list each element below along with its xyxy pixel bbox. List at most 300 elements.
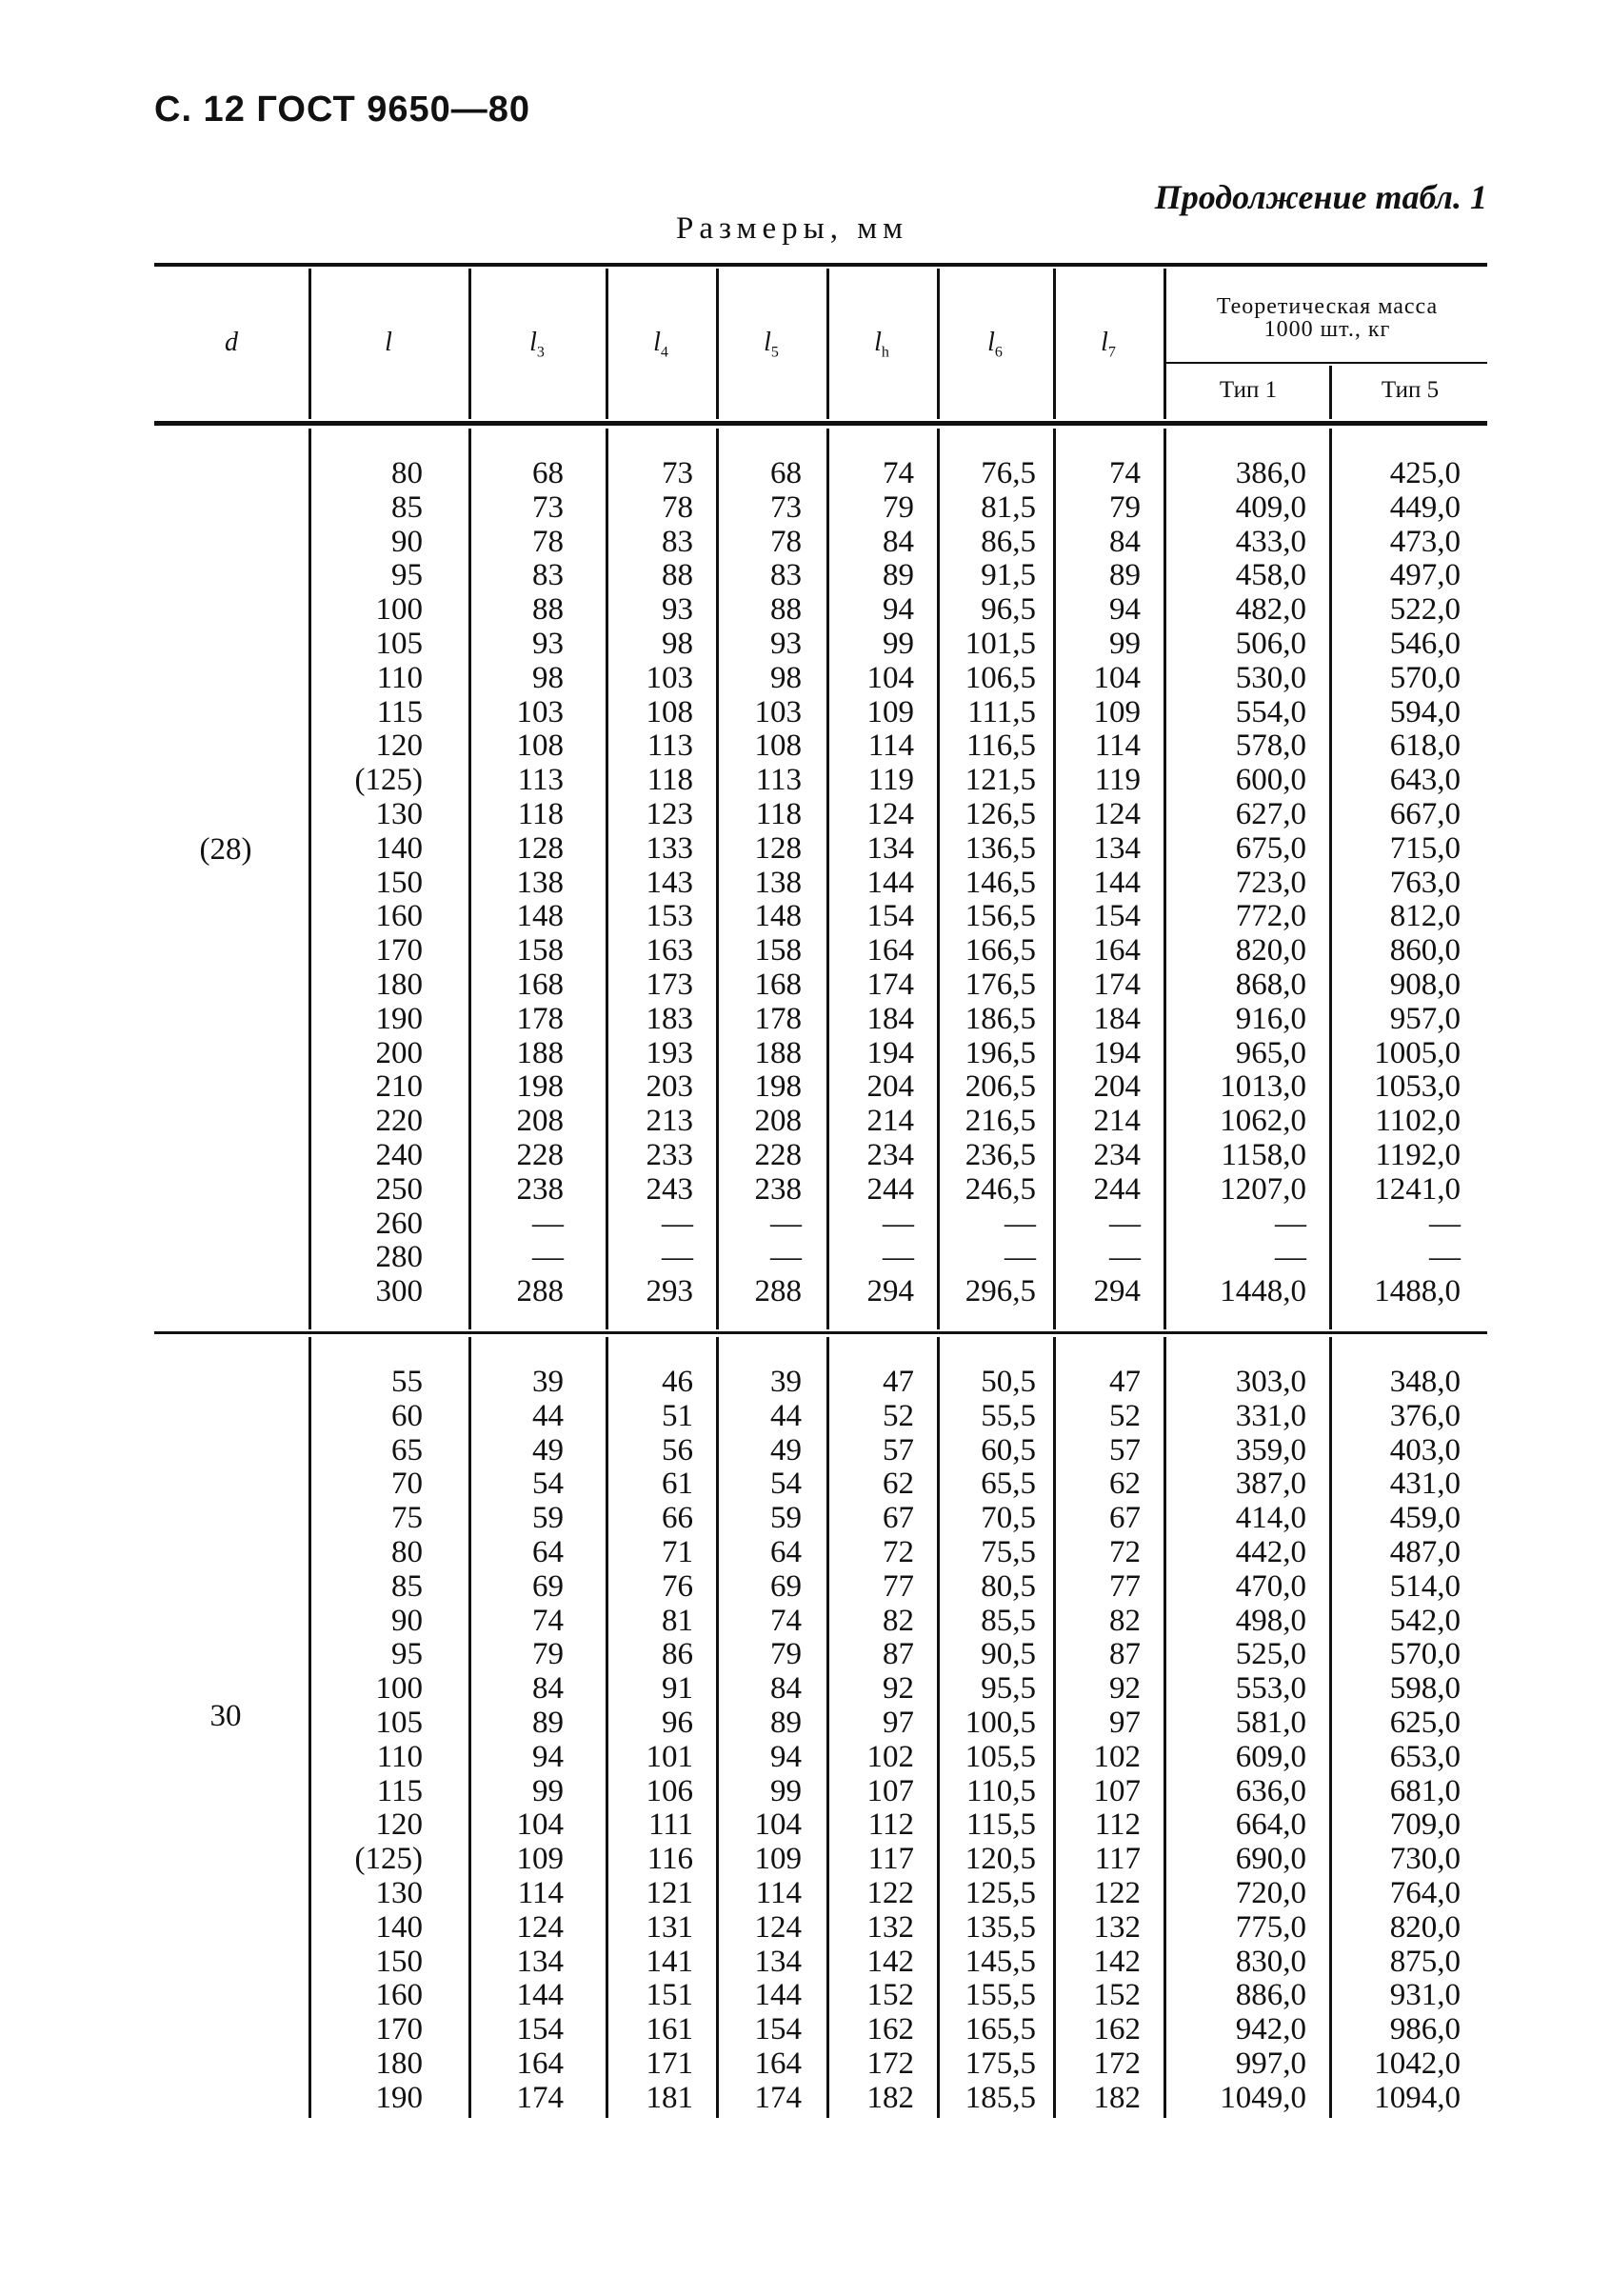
- table-cell: 79: [883, 489, 914, 525]
- table-cell: 294: [866, 1274, 914, 1309]
- table-cell: 168: [516, 967, 564, 1002]
- table-cell: 709,0: [1389, 1807, 1461, 1843]
- table-cell: 1049,0: [1220, 2080, 1306, 2115]
- table-cell: 81: [662, 1603, 693, 1638]
- header-l4-sub: 4: [660, 344, 668, 361]
- header-l7: $l_7$: [1101, 328, 1116, 361]
- page-label: С. 12: [154, 90, 246, 130]
- table-cell: 228: [754, 1137, 802, 1172]
- table-cell: 772,0: [1235, 899, 1306, 934]
- standard-number: ГОСТ 9650—80: [256, 90, 531, 130]
- table-cell: 174: [1093, 967, 1141, 1002]
- col-l7: [1053, 457, 1141, 1309]
- table-cell: 89: [770, 1705, 802, 1740]
- table-cell: 240: [375, 1137, 423, 1172]
- table-cell: —: [1429, 1240, 1461, 1275]
- table-cell: 85,5: [981, 1603, 1036, 1638]
- table-cell: 97: [883, 1705, 914, 1740]
- table-cell: 84: [532, 1671, 564, 1707]
- table-cell: 118: [646, 763, 693, 798]
- table-cell: 162: [866, 2012, 914, 2047]
- table-cell: 600,0: [1235, 763, 1306, 798]
- table-cell: 105: [375, 1705, 423, 1740]
- table-cell: 300: [375, 1274, 423, 1309]
- table-cell: 93: [662, 592, 693, 628]
- table-cell: 100,5: [965, 1705, 1036, 1740]
- table-cell: 62: [1109, 1467, 1141, 1502]
- table-cell: 1158,0: [1221, 1137, 1306, 1172]
- table-cell: 184: [1093, 1001, 1141, 1036]
- table-cell: 170: [375, 933, 423, 968]
- table-cell: —: [1004, 1240, 1036, 1275]
- table-cell: 90: [391, 524, 423, 559]
- col-l4: [606, 457, 693, 1309]
- table-cell: 88: [770, 592, 802, 628]
- table-cell: 99: [532, 1773, 564, 1808]
- table-cell: 130: [375, 796, 423, 831]
- table-cell: 188: [516, 1035, 564, 1070]
- table-cell: 126,5: [965, 796, 1036, 831]
- table-cell: 120: [375, 729, 423, 764]
- table-cell: 868,0: [1235, 967, 1306, 1002]
- table-cell: 260: [375, 1206, 423, 1241]
- table-cell: 152: [1093, 1978, 1141, 2013]
- table-cell: 164: [516, 2046, 564, 2081]
- table-cell: 108: [646, 694, 693, 729]
- table-cell: 113: [517, 763, 564, 798]
- table-cell: 204: [866, 1069, 914, 1105]
- mass-header-rule: [1164, 362, 1487, 364]
- table-cell: 56: [662, 1432, 693, 1467]
- table-cell: 1192,0: [1375, 1137, 1461, 1172]
- table-cell: 93: [532, 626, 564, 661]
- table-cell: 92: [1109, 1671, 1141, 1707]
- table-cell: 514,0: [1389, 1568, 1461, 1604]
- table-cell: 117: [867, 1842, 914, 1877]
- table-cell: 164: [866, 933, 914, 968]
- table-cell: 997,0: [1235, 2046, 1306, 2081]
- table-cell: 812,0: [1389, 899, 1461, 934]
- table-cell: 449,0: [1389, 489, 1461, 525]
- table-cell: 109: [1093, 694, 1141, 729]
- table-cell: 359,0: [1235, 1432, 1306, 1467]
- table-cell: 198: [516, 1069, 564, 1105]
- table-cell: 122: [1093, 1875, 1141, 1910]
- table-cell: 425,0: [1389, 456, 1461, 490]
- table-cell: 730,0: [1389, 1842, 1461, 1877]
- table-cell: 111: [647, 1807, 693, 1843]
- table-cell: 144: [754, 1978, 802, 2013]
- table-cell: 763,0: [1389, 865, 1461, 900]
- table-cell: 348,0: [1389, 1365, 1461, 1399]
- table-cell: 216,5: [965, 1104, 1036, 1139]
- table-cell: 154: [1093, 899, 1141, 934]
- col-l5: [716, 1366, 802, 2116]
- table-cell: 49: [770, 1432, 802, 1467]
- table-cell: 39: [532, 1365, 564, 1399]
- table-cell: 116,5: [965, 729, 1036, 764]
- group-d-value: (28): [199, 832, 252, 867]
- table-cell: 74: [1109, 456, 1141, 490]
- table-cell: 132: [866, 1909, 914, 1945]
- table-cell: 128: [754, 830, 802, 866]
- table-cell: 119: [1094, 763, 1141, 798]
- table-cell: 542,0: [1389, 1603, 1461, 1638]
- table-cell: 76: [662, 1568, 693, 1604]
- table-cell: 820,0: [1389, 1909, 1461, 1945]
- header-bottom-rule: [154, 421, 1487, 426]
- table-cell: 442,0: [1235, 1534, 1306, 1569]
- table-cell: 184: [866, 1001, 914, 1036]
- table-cell: 74: [883, 456, 914, 490]
- table-cell: 161: [646, 2012, 693, 2047]
- table-cell: 482,0: [1235, 592, 1306, 628]
- table-cell: 175,5: [965, 2046, 1036, 2081]
- table-cell: 1005,0: [1374, 1035, 1461, 1070]
- table-cell: 75,5: [981, 1534, 1036, 1569]
- table-cell: 171: [646, 2046, 693, 2081]
- table-cell: 570,0: [1389, 1637, 1461, 1672]
- table-cell: 1094,0: [1374, 2080, 1461, 2115]
- table-cell: 52: [883, 1398, 914, 1433]
- table-cell: 100: [375, 1671, 423, 1707]
- table-cell: 206,5: [965, 1069, 1036, 1105]
- table-cell: 101,5: [965, 626, 1036, 661]
- table-cell: 51: [662, 1398, 693, 1433]
- table-cell: 203: [646, 1069, 693, 1105]
- table-cell: 68: [532, 456, 564, 490]
- table-cell: 498,0: [1235, 1603, 1306, 1638]
- table-cell: 594,0: [1389, 694, 1461, 729]
- table-cell: 181: [646, 2080, 693, 2115]
- table-cell: —: [1429, 1206, 1461, 1241]
- table-cell: 172: [1093, 2046, 1141, 2081]
- header-type5: Тип 5: [1381, 377, 1440, 403]
- table-cell: 720,0: [1235, 1875, 1306, 1910]
- table-cell: 77: [1109, 1568, 1141, 1604]
- table-cell: 94: [532, 1739, 564, 1774]
- table-cell: 78: [532, 524, 564, 559]
- table-cell: 39: [770, 1365, 802, 1399]
- dimensions-table: [154, 261, 1487, 2166]
- table-cell: 57: [883, 1432, 914, 1467]
- table-cell: 376,0: [1389, 1398, 1461, 1433]
- table-cell: 60,5: [981, 1432, 1036, 1467]
- table-cell: 331,0: [1235, 1398, 1306, 1433]
- table-cell: 1053,0: [1374, 1069, 1461, 1105]
- table-cell: 114: [517, 1875, 564, 1910]
- table-cell: 95,5: [981, 1671, 1036, 1707]
- table-cell: 92: [883, 1671, 914, 1707]
- table-cell: 506,0: [1235, 626, 1306, 661]
- table-cell: 77: [883, 1568, 914, 1604]
- table-cell: 1448,0: [1220, 1274, 1306, 1309]
- table-cell: 84: [883, 524, 914, 559]
- table-cell: 140: [375, 830, 423, 866]
- table-cell: —: [770, 1206, 802, 1241]
- table-cell: 182: [1093, 2080, 1141, 2115]
- table-cell: 84: [770, 1671, 802, 1707]
- table-cell: 173: [646, 967, 693, 1002]
- table-cell: 85: [391, 1568, 423, 1604]
- table-cell: 233: [646, 1137, 693, 1172]
- table-cell: 957,0: [1389, 1001, 1461, 1036]
- table-cell: (125): [354, 1842, 423, 1877]
- table-cell: 172: [866, 2046, 914, 2081]
- table-cell: 128: [516, 830, 564, 866]
- table-cell: 118: [517, 796, 564, 831]
- table-cell: 90: [391, 1603, 423, 1638]
- table-cell: 244: [866, 1171, 914, 1207]
- table-cell: 530,0: [1235, 660, 1306, 695]
- table-cell: 965,0: [1235, 1035, 1306, 1070]
- table-cell: 105: [375, 626, 423, 661]
- table-cell: 87: [1109, 1637, 1141, 1672]
- table-cell: 151: [646, 1978, 693, 2013]
- table-cell: 87: [883, 1637, 914, 1672]
- table-cell: 160: [375, 899, 423, 934]
- table-cell: 59: [770, 1501, 802, 1536]
- header-mass-line2: 1000 шт., кг: [1263, 317, 1391, 342]
- table-cell: 73: [532, 489, 564, 525]
- table-cell: 116: [646, 1842, 693, 1877]
- table-cell: 76,5: [981, 456, 1036, 490]
- table-cell: 154: [516, 2012, 564, 2047]
- table-cell: 104: [754, 1807, 802, 1843]
- table-cell: 150: [375, 865, 423, 900]
- table-cell: 78: [770, 524, 802, 559]
- table-cell: 458,0: [1235, 558, 1306, 593]
- table-cell: 89: [532, 1705, 564, 1740]
- table-cell: 66: [662, 1501, 693, 1536]
- table-cell: 68: [770, 456, 802, 490]
- table-cell: 80,5: [981, 1568, 1036, 1604]
- header-l6: $l_6$: [987, 328, 1003, 361]
- table-cell: 908,0: [1389, 967, 1461, 1002]
- table-cell: 124: [754, 1909, 802, 1945]
- table-cell: 82: [883, 1603, 914, 1638]
- table-cell: 244: [1093, 1171, 1141, 1207]
- table-cell: 74: [770, 1603, 802, 1638]
- table-cell: 194: [1093, 1035, 1141, 1070]
- table-cell: 55,5: [981, 1398, 1036, 1433]
- table-cell: 135,5: [965, 1909, 1036, 1945]
- table-cell: 75: [391, 1501, 423, 1536]
- table-cell: 98: [770, 660, 802, 695]
- col-l7: [1053, 1366, 1141, 2116]
- table-cell: 110: [376, 660, 423, 695]
- table-cell: 73: [662, 456, 693, 490]
- table-cell: 303,0: [1235, 1365, 1306, 1399]
- table-cell: 186,5: [965, 1001, 1036, 1036]
- table-cell: 82: [1109, 1603, 1141, 1638]
- table-cell: 280: [375, 1240, 423, 1275]
- table-cell: 142: [1093, 1944, 1141, 1979]
- table-cell: 653,0: [1389, 1739, 1461, 1774]
- table-cell: 208: [516, 1104, 564, 1139]
- table-cell: 91: [662, 1671, 693, 1707]
- table-cell: —: [770, 1240, 802, 1275]
- header-d: [154, 328, 308, 358]
- table-cell: 162: [1093, 2012, 1141, 2047]
- table-cell: 414,0: [1235, 1501, 1306, 1536]
- table-cell: 554,0: [1235, 694, 1306, 729]
- table-cell: 1207,0: [1220, 1171, 1306, 1207]
- table-cell: 49: [532, 1432, 564, 1467]
- table-cell: 119: [867, 763, 914, 798]
- table-cell: 204: [1093, 1069, 1141, 1105]
- table-cell: 497,0: [1389, 558, 1461, 593]
- table-cell: 104: [866, 660, 914, 695]
- table-cell: 141: [646, 1944, 693, 1979]
- table-cell: 57: [1109, 1432, 1141, 1467]
- dimensions-caption: Размеры, мм: [676, 211, 909, 246]
- table-cell: (125): [354, 763, 423, 798]
- table-cell: 123: [646, 796, 693, 831]
- table-cell: 764,0: [1389, 1875, 1461, 1910]
- table-cell: 112: [1094, 1807, 1141, 1843]
- table-cell: —: [532, 1206, 564, 1241]
- table-cell: 65: [391, 1432, 423, 1467]
- table-cell: 190: [375, 2080, 423, 2115]
- table-cell: 47: [1109, 1365, 1141, 1399]
- table-cell: 570,0: [1389, 660, 1461, 695]
- header-l5-sub: 5: [770, 344, 779, 361]
- table-cell: 250: [375, 1171, 423, 1207]
- table-cell: 98: [532, 660, 564, 695]
- table-cell: 102: [866, 1739, 914, 1774]
- table-cell: 130: [375, 1875, 423, 1910]
- table-cell: 109: [516, 1842, 564, 1877]
- table-cell: 124: [866, 796, 914, 831]
- table-cell: 148: [516, 899, 564, 934]
- table-cell: 246,5: [965, 1171, 1036, 1207]
- table-cell: 74: [532, 1603, 564, 1638]
- table-cell: 1488,0: [1374, 1274, 1461, 1309]
- header-l4: $l_4$: [653, 328, 668, 361]
- table-cell: 94: [1109, 592, 1141, 628]
- table-cell: 154: [754, 2012, 802, 2047]
- table-cell: 121,5: [965, 763, 1036, 798]
- table-cell: 470,0: [1235, 1568, 1306, 1604]
- table-cell: 88: [532, 592, 564, 628]
- table-cell: 178: [516, 1001, 564, 1036]
- table-cell: 136,5: [965, 830, 1036, 866]
- table-cell: 182: [866, 2080, 914, 2115]
- table-cell: 117: [1094, 1842, 1141, 1877]
- table-cell: 210: [375, 1069, 423, 1105]
- col-l4: [606, 1366, 693, 2116]
- header-mass: [1167, 295, 1487, 341]
- table-cell: 178: [754, 1001, 802, 1036]
- table-cell: 715,0: [1389, 830, 1461, 866]
- table-cell: 72: [883, 1534, 914, 1569]
- table-cell: 188: [754, 1035, 802, 1070]
- table-cell: 1241,0: [1374, 1171, 1461, 1207]
- col-l6: [937, 457, 1036, 1309]
- table-cell: 433,0: [1235, 524, 1306, 559]
- table-cell: 180: [375, 967, 423, 1002]
- table-cell: 134: [866, 830, 914, 866]
- table-cell: 104: [1093, 660, 1141, 695]
- table-cell: 138: [754, 865, 802, 900]
- table-cell: 120: [375, 1807, 423, 1843]
- table-cell: 194: [866, 1035, 914, 1070]
- col-type1: [1164, 457, 1306, 1309]
- table-cell: —: [1275, 1240, 1306, 1275]
- header-vline: [1329, 366, 1332, 419]
- table-cell: 288: [754, 1274, 802, 1309]
- table-cell: 83: [770, 558, 802, 593]
- table-cell: 581,0: [1235, 1705, 1306, 1740]
- table-cell: 54: [532, 1467, 564, 1502]
- table-cell: 1013,0: [1220, 1069, 1306, 1105]
- table-cell: 112: [867, 1807, 914, 1843]
- table-cell: 131: [646, 1909, 693, 1945]
- table-cell: 124: [1093, 796, 1141, 831]
- table-cell: 236,5: [965, 1137, 1036, 1172]
- header-l3: $l_3$: [529, 328, 545, 361]
- table-cell: 170: [375, 2012, 423, 2047]
- table-cell: 113: [646, 729, 693, 764]
- table-cell: 60: [391, 1398, 423, 1433]
- table-cell: 47: [883, 1365, 914, 1399]
- table-cell: 111,5: [967, 694, 1036, 729]
- table-cell: 155,5: [965, 1978, 1036, 2013]
- table-cell: 163: [646, 933, 693, 968]
- table-cell: 103: [754, 694, 802, 729]
- header-l7-sub: 7: [1107, 344, 1116, 361]
- table-cell: 153: [646, 899, 693, 934]
- table-cell: 860,0: [1389, 933, 1461, 968]
- header-vline: [1164, 269, 1166, 419]
- table-cell: 109: [866, 694, 914, 729]
- table-cell: 146,5: [965, 865, 1036, 900]
- table-cell: 79: [532, 1637, 564, 1672]
- table-cell: 164: [754, 2046, 802, 2081]
- table-cell: 113: [755, 763, 802, 798]
- table-cell: 115: [376, 1773, 423, 1808]
- table-cell: 214: [866, 1104, 914, 1139]
- table-cell: 820,0: [1235, 933, 1306, 968]
- table-cell: 473,0: [1389, 524, 1461, 559]
- table-cell: 115: [376, 694, 423, 729]
- table-cell: 166,5: [965, 933, 1036, 968]
- table-cell: 664,0: [1235, 1807, 1306, 1843]
- header-l6-sub: 6: [994, 344, 1003, 361]
- table-cell: 546,0: [1389, 626, 1461, 661]
- table-cell: 288: [516, 1274, 564, 1309]
- table-cell: 183: [646, 1001, 693, 1036]
- table-cell: 110,5: [965, 1773, 1036, 1808]
- table-cell: 775,0: [1235, 1909, 1306, 1945]
- table-cell: 106: [646, 1773, 693, 1808]
- table-cell: 80: [391, 456, 423, 490]
- table-cell: 96,5: [981, 592, 1036, 628]
- header-lh-sub: h: [881, 344, 889, 361]
- table-cell: 627,0: [1235, 796, 1306, 831]
- table-cell: 108: [754, 729, 802, 764]
- table-cell: —: [883, 1206, 914, 1241]
- table-cell: 109: [754, 1842, 802, 1877]
- table-cell: 243: [646, 1171, 693, 1207]
- table-cell: 89: [883, 558, 914, 593]
- header-type1: Тип 1: [1219, 377, 1278, 403]
- table-cell: 90,5: [981, 1637, 1036, 1672]
- table-cell: 220: [375, 1104, 423, 1139]
- table-cell: 238: [516, 1171, 564, 1207]
- table-cell: 79: [1109, 489, 1141, 525]
